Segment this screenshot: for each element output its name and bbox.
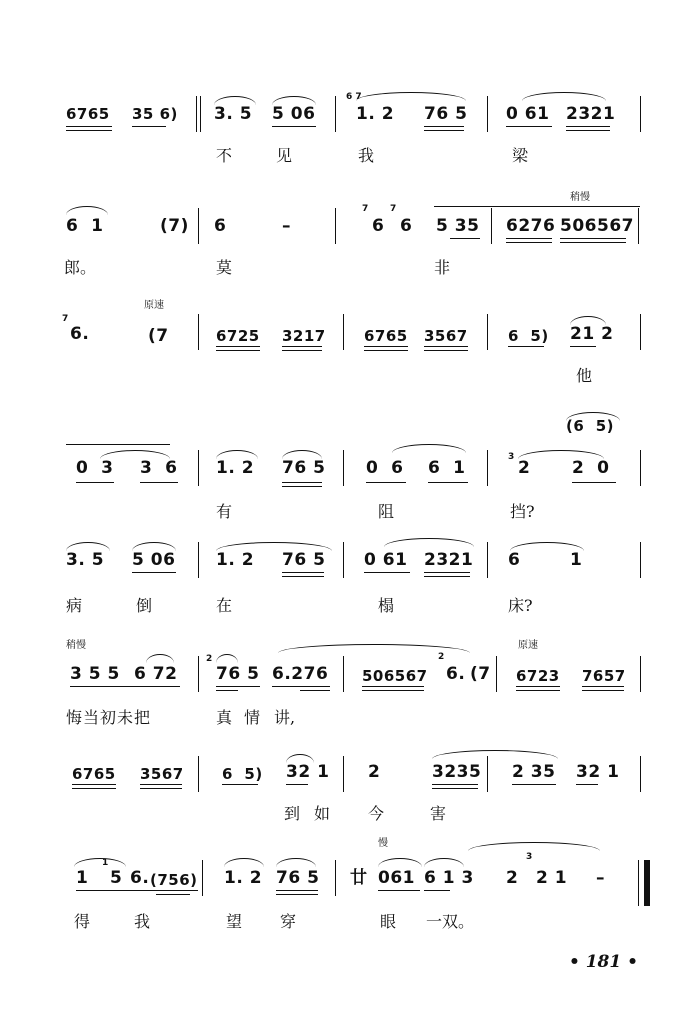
grace-note: 6 7: [346, 92, 362, 102]
grace-note: 2: [438, 652, 445, 662]
lyric: 我: [358, 146, 375, 165]
grace-note: 7: [62, 314, 69, 324]
barline: [638, 860, 639, 906]
note-group: 6 1: [428, 458, 466, 478]
barline: [496, 656, 497, 692]
note-group: 6: [372, 216, 385, 236]
lyric: 梁: [512, 146, 529, 165]
note-group: 6 1 3: [424, 868, 474, 888]
lyric: 郎。: [64, 258, 97, 277]
grace-note: 3: [508, 452, 515, 462]
tempo-mark: 稍慢: [66, 640, 86, 651]
staff-6: [0, 640, 690, 730]
barline: [640, 756, 641, 792]
note-group: 76 5: [216, 664, 260, 684]
staff-4: [0, 410, 690, 520]
note-group: 6 1: [66, 216, 104, 236]
note-group: 0 61: [506, 104, 550, 124]
note-group: (7): [160, 216, 189, 236]
barline: [343, 542, 344, 578]
lyric: 穿: [280, 912, 297, 931]
note-group: 6765: [364, 327, 408, 345]
lyric: 榻: [378, 596, 395, 615]
barline: [202, 860, 203, 896]
tempo-mark: 原速: [518, 640, 538, 651]
lyric: 非: [434, 258, 451, 277]
barline: [638, 208, 639, 244]
note-group: 6: [508, 550, 521, 570]
note-group: 6723: [516, 667, 560, 685]
note-group: 2: [506, 868, 519, 888]
note-group: 5 06: [272, 104, 316, 124]
note-group: 506567: [362, 667, 428, 685]
note-group: (6 5): [566, 417, 615, 435]
staff-7: [0, 748, 690, 828]
note-group: 2 1: [536, 868, 568, 888]
note-group: 0 3: [76, 458, 114, 478]
note-group: 3 6: [140, 458, 178, 478]
tempo-mark: 原速: [144, 300, 164, 311]
barline: [343, 756, 344, 792]
barline: [487, 314, 488, 350]
note-group: 21 2: [570, 324, 614, 344]
barline: [343, 656, 344, 692]
note-group: 6.: [70, 324, 90, 344]
lyric: 一双。: [426, 912, 475, 931]
barline: [487, 542, 488, 578]
note-group: –: [282, 216, 291, 236]
note-group: 32 1: [286, 762, 330, 782]
note-group: 3567: [424, 327, 468, 345]
barline: [335, 860, 336, 896]
lyric: 他: [576, 366, 593, 385]
note-group: 3. 5: [66, 550, 105, 570]
note-group: 6.276: [272, 664, 329, 684]
tempo-mark: 慢: [378, 838, 388, 849]
barline: [198, 756, 199, 792]
final-barline: [644, 860, 650, 906]
barline: [640, 656, 641, 692]
lyric: 情: [244, 708, 261, 727]
barline: [198, 542, 199, 578]
barline: [198, 314, 199, 350]
lyric: 床?: [508, 596, 533, 615]
note-group: 061: [378, 868, 415, 888]
barline: [343, 450, 344, 486]
note-group: 3 5 5: [70, 664, 120, 684]
lyric: 悔当初未把: [66, 708, 152, 727]
note-group: 2 35: [512, 762, 556, 782]
lyric: 病: [66, 596, 83, 615]
grace-note: 3: [526, 852, 533, 862]
staff-8: [0, 838, 690, 938]
barline: [198, 450, 199, 486]
note-group: 3235: [432, 762, 482, 782]
barline: [640, 542, 641, 578]
note-group: 6 5): [222, 765, 263, 783]
barline: [487, 450, 488, 486]
note-group: 2: [368, 762, 381, 782]
note-group: 3. 5: [214, 104, 253, 124]
lyric: 得: [74, 912, 91, 931]
note-group: 廿: [350, 868, 368, 888]
note-group: 0 61: [364, 550, 408, 570]
note-group: 6276: [506, 216, 556, 236]
note-group: 6 5): [508, 327, 549, 345]
lyric: 见: [276, 146, 293, 165]
note-group: 1: [570, 550, 583, 570]
note-group: 76 5: [282, 458, 326, 478]
note-group: 1: [76, 868, 89, 888]
note-group: 6765: [72, 765, 116, 783]
note-group: 76 5: [282, 550, 326, 570]
lyric: 今: [368, 804, 385, 823]
barline: [640, 450, 641, 486]
note-group: 5 35: [436, 216, 480, 236]
lyric: 有: [216, 502, 233, 521]
lyric: 眼: [380, 912, 397, 931]
grace-note: 7: [390, 204, 397, 214]
note-group: 6: [400, 216, 413, 236]
lyric: 望: [226, 912, 243, 931]
grace-note: 2: [206, 654, 213, 664]
note-group: 6.: [446, 664, 466, 684]
lyric: 不: [216, 146, 233, 165]
lyric: 害: [430, 804, 447, 823]
note-group: (7: [470, 664, 491, 684]
note-group: 1. 2: [216, 458, 255, 478]
note-group: 35 6): [132, 105, 178, 123]
lyric: 倒: [136, 596, 153, 615]
note-group: 6.: [130, 868, 150, 888]
barline: [198, 656, 199, 692]
grace-note: 7: [362, 204, 369, 214]
note-group: 2321: [424, 550, 474, 570]
note-group: 506567: [560, 216, 634, 236]
note-group: 2 0: [572, 458, 610, 478]
note-group: 6725: [216, 327, 260, 345]
staff-5: [0, 540, 690, 620]
barline: [335, 96, 336, 132]
page-number: • 181 •: [568, 952, 638, 972]
barline: [343, 314, 344, 350]
staff-1: [0, 92, 690, 166]
note-group: 3217: [282, 327, 326, 345]
barline: [487, 756, 488, 792]
note-group: 2321: [566, 104, 616, 124]
lyric: 我: [134, 912, 151, 931]
lyric: 如: [314, 804, 331, 823]
staff-3: [0, 300, 690, 385]
note-group: 76 5: [276, 868, 320, 888]
note-group: 6: [214, 216, 227, 236]
lyric: 讲,: [274, 708, 296, 727]
note-group: 1. 2: [356, 104, 395, 124]
barline: [198, 208, 199, 244]
note-group: –: [596, 868, 605, 888]
note-group: 6765: [66, 105, 110, 123]
lyric: 阻: [378, 502, 395, 521]
lyric: 到: [284, 804, 301, 823]
grace-note: 1: [102, 858, 109, 868]
note-group: 7657: [582, 667, 626, 685]
barline: [640, 314, 641, 350]
lyric: 莫: [216, 258, 233, 277]
note-group: 0 6: [366, 458, 404, 478]
barline: [640, 96, 641, 132]
note-group: 5 06: [132, 550, 176, 570]
note-group: 76 5: [424, 104, 468, 124]
note-group: 2: [518, 458, 531, 478]
note-group: 6 72: [134, 664, 178, 684]
note-group: (7: [148, 326, 169, 346]
note-group: 5: [110, 868, 123, 888]
tempo-mark: 稍慢: [570, 192, 590, 203]
lyric: 挡?: [510, 502, 535, 521]
lyric: 在: [216, 596, 233, 615]
note-group: (756): [150, 871, 198, 889]
barline: [487, 96, 488, 132]
note-group: 32 1: [576, 762, 620, 782]
note-group: 1. 2: [216, 550, 255, 570]
note-group: 1. 2: [224, 868, 263, 888]
barline: [491, 208, 492, 244]
barline: [335, 208, 336, 244]
note-group: 3567: [140, 765, 184, 783]
barline: [196, 96, 197, 132]
staff-2: [0, 192, 690, 284]
lyric: 真: [216, 708, 233, 727]
